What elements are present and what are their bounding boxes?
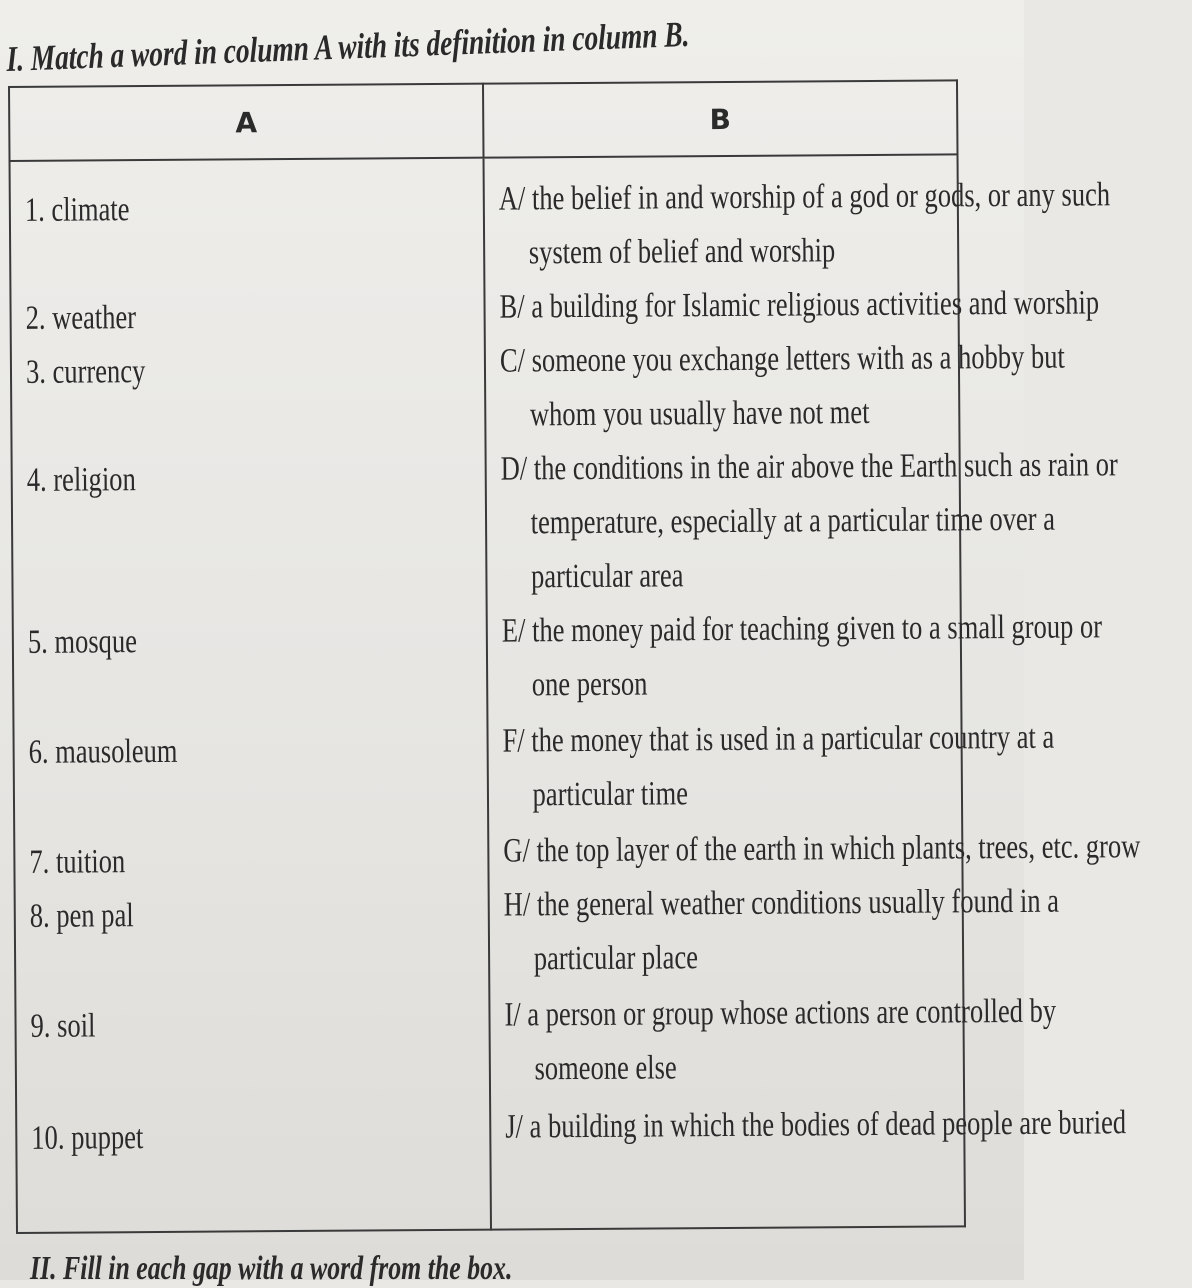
word-religion: 4. religion bbox=[26, 461, 136, 499]
word-mausoleum: 6. mausoleum bbox=[28, 732, 178, 771]
definition-g bbox=[503, 820, 1190, 879]
word-tuition: 7. tuition bbox=[29, 843, 126, 881]
column-b-cell bbox=[484, 154, 1141, 1229]
column-a-cell bbox=[10, 158, 491, 1233]
exercise-instruction: I. Match a word in column A with its definition in column B. bbox=[6, 13, 690, 79]
definition-h-line2: particular place bbox=[533, 939, 699, 978]
definition-e-line1: E/ the money paid for teaching given to a small group or bbox=[501, 608, 1103, 650]
word-currency: 3. currency bbox=[25, 353, 146, 391]
definition-f bbox=[502, 710, 1189, 823]
word-puppet: 10. puppet bbox=[31, 1119, 144, 1157]
definition-d-line2: temperature, especially at a particular time over a particular area bbox=[530, 500, 1056, 596]
definition-a-line1: A/ the belief in and worship of a god or gods, or any such bbox=[498, 176, 1111, 218]
definition-i bbox=[504, 984, 1191, 1097]
definition-i-line2: someone else bbox=[534, 1049, 677, 1088]
word-mosque: 5. mosque bbox=[27, 623, 138, 661]
column-b-header: B bbox=[483, 80, 958, 157]
definition-a bbox=[499, 168, 1186, 281]
definition-c bbox=[500, 330, 1187, 443]
definition-f-line1: F/ the money that is used in a particular country at a bbox=[502, 718, 1055, 760]
definition-j bbox=[505, 1096, 1192, 1155]
matching-table bbox=[8, 79, 1141, 1234]
definition-e bbox=[502, 600, 1189, 713]
definition-c-line2: whom you usually have not met bbox=[529, 393, 870, 434]
definition-d bbox=[501, 438, 1189, 605]
word-weather: 2. weather bbox=[25, 299, 137, 337]
definition-i-line1: I/ a person or group whose actions are controlled by bbox=[504, 992, 1057, 1034]
word-climate: 1. climate bbox=[24, 191, 130, 229]
word-pen-pal: 8. pen pal bbox=[29, 897, 134, 935]
word-soil: 9. soil bbox=[30, 1007, 96, 1045]
definition-b-line1: B/ a building for Islamic religious activities and worship bbox=[499, 284, 1100, 326]
definition-f-line2: particular time bbox=[532, 775, 689, 814]
definition-d-line1: D/ the conditions in the air above the Earth such as rain or bbox=[500, 446, 1118, 488]
column-a-header: A bbox=[9, 84, 484, 161]
definition-g-line1: G/ the top layer of the earth in which plants, trees, etc. grow bbox=[503, 828, 1141, 870]
definition-j-line1: J/ a building in which the bodies of dead people are buried bbox=[505, 1104, 1127, 1146]
definition-h-line1: H/ the general weather conditions usually found in a bbox=[503, 882, 1060, 924]
definition-c-line1: C/ someone you exchange letters with as a hobby but bbox=[499, 338, 1065, 380]
matching-table-wrapper bbox=[8, 79, 1141, 1234]
next-exercise-heading: II. Fill in each gap with a word from the box. bbox=[30, 1250, 513, 1287]
definition-h bbox=[504, 874, 1191, 987]
definition-b bbox=[499, 276, 1186, 335]
definition-a-line2: system of belief and worship bbox=[528, 232, 836, 272]
definition-e-line2: one person bbox=[531, 665, 648, 704]
